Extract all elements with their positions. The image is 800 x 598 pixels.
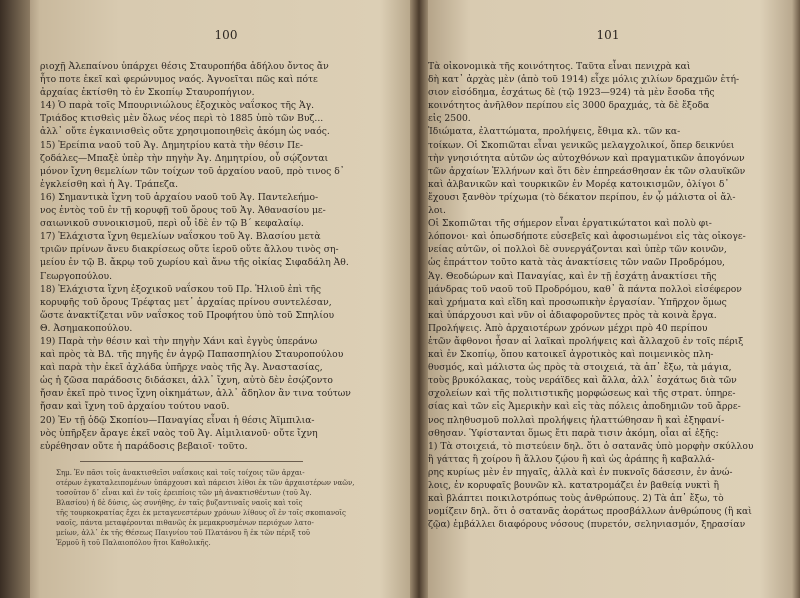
text-line: ἐγκλείσθη καὶ ἡ Ἁγ. Τράπεζα. xyxy=(40,178,179,190)
text-line: Τὰ οἰκονομικὰ τῆς κοινότητος. Ταῦτα εἶναι πενιχρὰ καὶ xyxy=(428,61,691,72)
text-line: σχολείων καὶ τῆς πολιτιστικῆς μορφώσεως καὶ τῆς στρατ. ὑπηρε- xyxy=(428,388,736,400)
text-line: ἀρχαίας ἐκτίσθη τὸ ἐν Σκοπίῳ Σταυροπήγιον. xyxy=(40,87,255,99)
text-line: κοινότητος ἀνῆλθον περίπου εἰς 3000 δραχμάς, τὰ δὲ ἔξοδα xyxy=(428,100,710,112)
text-line: καὶ παρὰ τὴν ἐκεῖ ἀχλάδα ὑπῆρχε ναὸς τῆς Ἁγ. Ἀναστασίας, xyxy=(40,362,323,374)
text-line: κορυφῆς τοῦ ὄρους Τρέφτας μετ᾽ ἀρχαίας πρίνου συντελέσαν, xyxy=(40,296,332,308)
text-line: τριῶν πρίνων ἄνευ διακρίσεως οὔτε ἱεροῦ οὔτε ἄλλου τινὸς ση- xyxy=(40,244,339,256)
text-line: ἔχουσι ξανθὸν τρίχωμα (τὸ δέκατον περίπου, ἐν ᾧ μάλιστα οἱ ἄλ- xyxy=(428,191,736,203)
text-line: ἤσαν ἐκεῖ πρὸ τινος ἴχνη οἰκημάτων, ἀλλ᾽ ἄδηλον ἂν τινα τούτων xyxy=(40,388,351,400)
footnote-line: Σημ. Ἐν πᾶσι τοῖς ἀνακτισθεῖσι ναΐσκοις καὶ τοῖς τοίχοις τῶν ἀρχαι- xyxy=(56,468,305,477)
text-line: ὡς ἡ ζῶσα παράδοσις διδάσκει, ἀλλ᾽ ἴχνη, αὐτὸ δὲν ἐσῴζοντο xyxy=(40,375,333,387)
text-line: τοὺς βρυκόλακας, τοὺς νεράϊδες καὶ ἄλλα, ἀλλ᾽ ἐσχάτως διὰ τῶν xyxy=(428,375,737,387)
text-line: σαιωνικοῦ συνοικισμοῦ, περὶ οὗ ἰδὲ ἐν τῷ Β΄ κεφαλαίῳ. xyxy=(40,218,304,230)
text-line: Οἱ Σκοπιῶται τῆς σήμερον εἶναι ἐργατικώτατοι καὶ πολὺ φι- xyxy=(428,218,712,230)
text-line: ἐτῶν ἄφθονοι ἦσαν αἱ λαϊκαὶ προλήψεις καὶ ἄλλαχοῦ ἐν τοῖς πέριξ xyxy=(428,335,744,347)
page-number-left: 100 xyxy=(214,28,238,42)
text-line: Ἰδιώματα, ἐλαττώματα, προλήψεις, ἔθιμα κλ. τῶν κα- xyxy=(428,126,681,138)
text-line: 18) Ἐλάχιστα ἴχνη ἐξοχικοῦ ναΐσκου τοῦ Πρ. Ἡλιοῦ ἐπὶ τῆς xyxy=(40,283,321,295)
text-line: Τριάδος κτισθεὶς μὲν ὅλως νέος περὶ τὸ 1885 ὑπὸ τῶν Βυζ... xyxy=(40,113,324,125)
text-line: 1) Τὰ στοιχειά, τὸ πιστεύειν δηλ. ὅτι ὁ σατανᾶς ὑπὸ μορφὴν σκύλλου xyxy=(428,440,754,452)
text-line: μόνον ἴχνη θεμελίων τῶν τοίχων τοῦ ἀρχαίου ναοῦ, πρὸ τινος δ᾽ xyxy=(40,165,345,177)
text-line: μάνδρας τοῦ ναοῦ τοῦ Προδρόμου, καθ᾽ ἃ πάντα πολλοὶ εἰσέφερον xyxy=(428,283,742,295)
text-line: ζῷα) ἐμβάλλει διαφόρους νόσους (πυρετόν, σεληνιασμόν, ξηρασίαν xyxy=(428,519,746,531)
text-line: 17) Ἐλάχιστα ἴχνη θεμελίων ναΐσκου τοῦ Ἁγ. Βλασίου μετὰ xyxy=(40,231,321,243)
text-line: σθησαν. Ὑφίστανται ὅμως ἔτι παρὰ τισιν ἀκόμη, οἷαι αἱ ἑξῆς: xyxy=(428,427,719,439)
text-line: μείου ἐν τῷ Β. ἄκρῳ τοῦ χωρίου καὶ ἄνω τῆς οἰκίας Σιφαδάλη Ἀθ. xyxy=(40,257,349,269)
footnote-line: Ἐρμοῦ ἢ τοῦ Παλαιοπόλου ἤτοι Καθολικῆς. xyxy=(56,538,211,547)
footnote-line: τῆς τουρκοκρατίας ἔχει ἐκ μεταγενεστέρων χρόνων λίθους οἳ ἐν τοῖς σκοπιανοῖς xyxy=(56,508,346,517)
text-line: ἤσαν καὶ ἴχνη τοῦ ἀρχαίου τούτου ναοῦ. xyxy=(40,401,230,413)
footnote-divider xyxy=(80,461,303,462)
text-line: 20) Ἐν τῇ ὁδῷ Σκοπίου—Παναγίας εἶναι ἡ θέσις Ἀϊμπιλια- xyxy=(40,414,315,426)
text-line: ὡς ἐπράττον τοῦτο κατὰ τὰς ἀνακτίσεις τῶν ναῶν Προδρόμου, xyxy=(428,257,725,269)
text-line: δὴ κατ᾽ ἀρχὰς μὲν (ἀπὸ τοῦ 1914) εἶχε μόλις χιλίων δραχμῶν ἐτή- xyxy=(428,74,740,86)
text-line: ζοδάλες—Μπαξὲ ὑπὲρ τὴν πηγὴν Ἁγ. Δημητρίου, οὗ σῴζονται xyxy=(40,152,329,164)
right-body xyxy=(428,60,788,531)
footnote-line: ναοῖς, πάντα μεταφέρονται πιθανῶς ἐκ μεμακρυσμένων περιόχων λατο- xyxy=(56,518,314,527)
text-line: νος πληθυσμοῦ πολλαὶ προλήψεις ἠλαττώθησαν ἢ καὶ ἐξηφανί- xyxy=(428,414,725,426)
text-line: 16) Σημαντικὰ ἴχνη τοῦ ἀρχαίου ναοῦ τοῦ Ἁγ. Παντελεήμο- xyxy=(40,191,319,203)
text-line: καὶ ἐν Σκοπίῳ, ὅπου κατοικεῖ ἀγροτικὸς καὶ ποιμενικὸς πλη- xyxy=(428,349,714,361)
page-number-right: 101 xyxy=(596,28,620,42)
text-line: λοι. xyxy=(428,205,446,217)
text-line: τῶν ἀρχαίων Ἑλλήνων καὶ ὅτι δὲν ἐπηρεάσθησαν ἐκ τῶν σλαυϊκῶν xyxy=(428,165,746,177)
footnote-line: οτέρων ἐγκαταλειπομένων ὑπάρχουσι καὶ πάρεισι λίθοι ἐκ τῶν ἀρχαιοτέρων ναῶν, xyxy=(56,478,355,487)
text-line: 15) Ἐρείπια ναοῦ τοῦ Ἁγ. Δημητρίου κατὰ τὴν θέσιν Πε- xyxy=(40,139,304,151)
text-line: καὶ βλάπτει ποικιλοτρόπως τοὺς ἀνθρώπους. 2) Τὰ ἀπ᾽ ἔξω, τὸ xyxy=(428,493,724,505)
footnote-line: Βλασίου) ἡ δὲ δύσις, ὡς συνήθης, ἐν ταῖς βυζαντιναῖς ναοῖς καὶ τοῖς xyxy=(56,498,303,507)
text-line: ἢ γάττας ἢ χοίρου ἢ ἄλλου ζῴου ἢ καὶ ὡς ἀράπης ἢ καβαλλά- xyxy=(428,453,715,465)
text-line: Θ. Ἀσημακοπούλου. xyxy=(40,322,133,334)
text-line: 19) Παρὰ τὴν θέσιν καὶ τὴν πηγὴν Χάνι καὶ ἐγγὺς ὑπεράνω xyxy=(40,335,318,347)
left-body xyxy=(40,60,412,453)
page-edge-stack xyxy=(0,0,30,598)
text-line: ἀλλ᾽ οὔτε ἐγκαινισθεὶς οὔτε χρησιμοποιηθεὶς ἀκόμη ὡς ναός. xyxy=(40,126,330,138)
text-line: σίας καὶ τῶν εἰς Ἀμερικὴν καὶ εἰς τὰς πόλεις ἀποδημιῶν τοῦ ἄρρε- xyxy=(428,401,741,413)
text-line: 14) Ὁ παρὰ τοῖς Μπουρινιώλους ἐξοχικὸς ναΐσκος τῆς Ἁγ. xyxy=(40,100,315,112)
text-line: νὸς ὑπῆρξεν ἄραγε ἐκεῖ ναὸς τοῦ Ἁγ. Αἰμιλιανοῦ· οὔτε ἴχνη xyxy=(40,427,318,439)
text-line: νος ἐντὸς τοῦ ἐν τῇ κορυφῇ τοῦ ὄρους τοῦ Ἁγ. Ἀθανασίου με- xyxy=(40,205,326,217)
text-line: ριοχῇ Ἀλεπαίνου ὑπάρχει θέσις Σταυροπήδα ἀδήλου ὄντος ἄν xyxy=(40,61,329,72)
text-line: νείας αὐτῶν, οἱ πολλοὶ δὲ συνεργάζονται καὶ ὑπὲρ τῶν κοινῶν, xyxy=(428,244,727,256)
text-line: Γεωργοπούλου. xyxy=(40,270,113,282)
text-line: σιον εἰσόδημα, ἐσχάτως δὲ (τῷ 1923—924) τὰ μὲν ἔσοδα τῆς xyxy=(428,87,715,99)
left-page xyxy=(40,28,412,588)
text-line: ρης κυρίως μὲν ἐν πηγαῖς, ἀλλὰ καὶ ἐν πυκνοῖς δάσεσιν, ἐν ἀνώ- xyxy=(428,466,733,478)
text-line: εὑρέθησαν οὔτε ἡ παράδοσις βεβαιοῖ· τοῦτο. xyxy=(40,440,248,452)
footnote-line: τοσοῦτον δ᾽ εἶναι καὶ ἐν τοῖς ἐρειπίοις τῶν μὴ ἀνακτισθέντων (τοῦ Ἁγ. xyxy=(56,488,312,497)
text-line: τοίκων. Οἱ Σκοπιῶται εἶναι γενικῶς μελαγχολικοί, ὅπερ δεικνύει xyxy=(428,139,735,151)
text-line: ἦτο ποτε ἐκεῖ καὶ φερώνυμος ναός. Ἀγνοεῖται πῶς καὶ πότε xyxy=(40,74,318,86)
text-line: καὶ πρὸς τὰ ΒΔ. τῆς πηγῆς ἐν ἀγρῷ Παπασπηλίου Σταυροπούλου xyxy=(40,349,344,361)
right-page xyxy=(428,28,788,588)
text-line: καὶ ὑπάρχουσι καὶ νῦν οἱ ἀδιαφοροῦντες πρὸς τὰ κοινὰ ἔργα. xyxy=(428,309,717,321)
text-line: νομίζειν δηλ. ὅτι ὁ σατανᾶς ἀοράτως προσβάλλων ἀνθρώπους (ἢ καὶ xyxy=(428,506,752,518)
footnote-line: μείων, ἀλλ᾽ ἐκ τῆς Θέσεως Παιγνίου τοῦ Πλατάνου ἢ ἐκ τῶν πέριξ τοῦ xyxy=(56,528,311,537)
text-line: τὴν γνησιότητα αὐτῶν ὡς αὐτοχθόνων καὶ πραγματικῶν ἀπογόνων xyxy=(428,152,745,164)
text-line: θυσμός, καὶ μάλιστα ὡς πρὸς τὰ στοιχειά, τὰ ἀπ᾽ ἔξω, τὰ μάγια, xyxy=(428,362,732,374)
book-gutter xyxy=(410,0,428,598)
text-line: λόπονοι· καὶ ὁπωσδήποτε εὐσεβεῖς καὶ ἀφοσιωμένοι εἰς τὰς οἰκογε- xyxy=(428,231,746,243)
text-line: Προλήψεις. Ἀπὸ ἀρχαιοτέρων χρόνων μέχρι πρὸ 40 περίπου xyxy=(428,322,708,334)
text-line: Ἁγ. Θεοδώρων καὶ Παναγίας, καὶ ἐν τῇ ἐσχάτῃ ἀνακτίσει τῆς xyxy=(428,270,717,282)
text-line: ὥστε ἀνακτίζεται νῦν ναΐσκος τοῦ Προφήτου ὑπὸ τοῦ Σπηλίου xyxy=(40,309,335,321)
text-line: λοις, ἐν κορυφαῖς βουνῶν κλ. κατατρομάζει ἐν βαθείᾳ νυκτὶ ἢ xyxy=(428,480,720,491)
text-line: εἰς 2500. xyxy=(428,113,471,125)
left-footnote xyxy=(40,468,412,548)
text-line: καὶ χρήματα καὶ εἴδη καὶ προσωπικὴν ἐργασίαν. Ὑπῆρχον ὅμως xyxy=(428,296,727,308)
text-line: καὶ ἀλβανικῶν καὶ τουρκικῶν ἐν Μορέᾳ κατοικισμῶν, ὀλίγοι δ᾽ xyxy=(428,178,730,190)
